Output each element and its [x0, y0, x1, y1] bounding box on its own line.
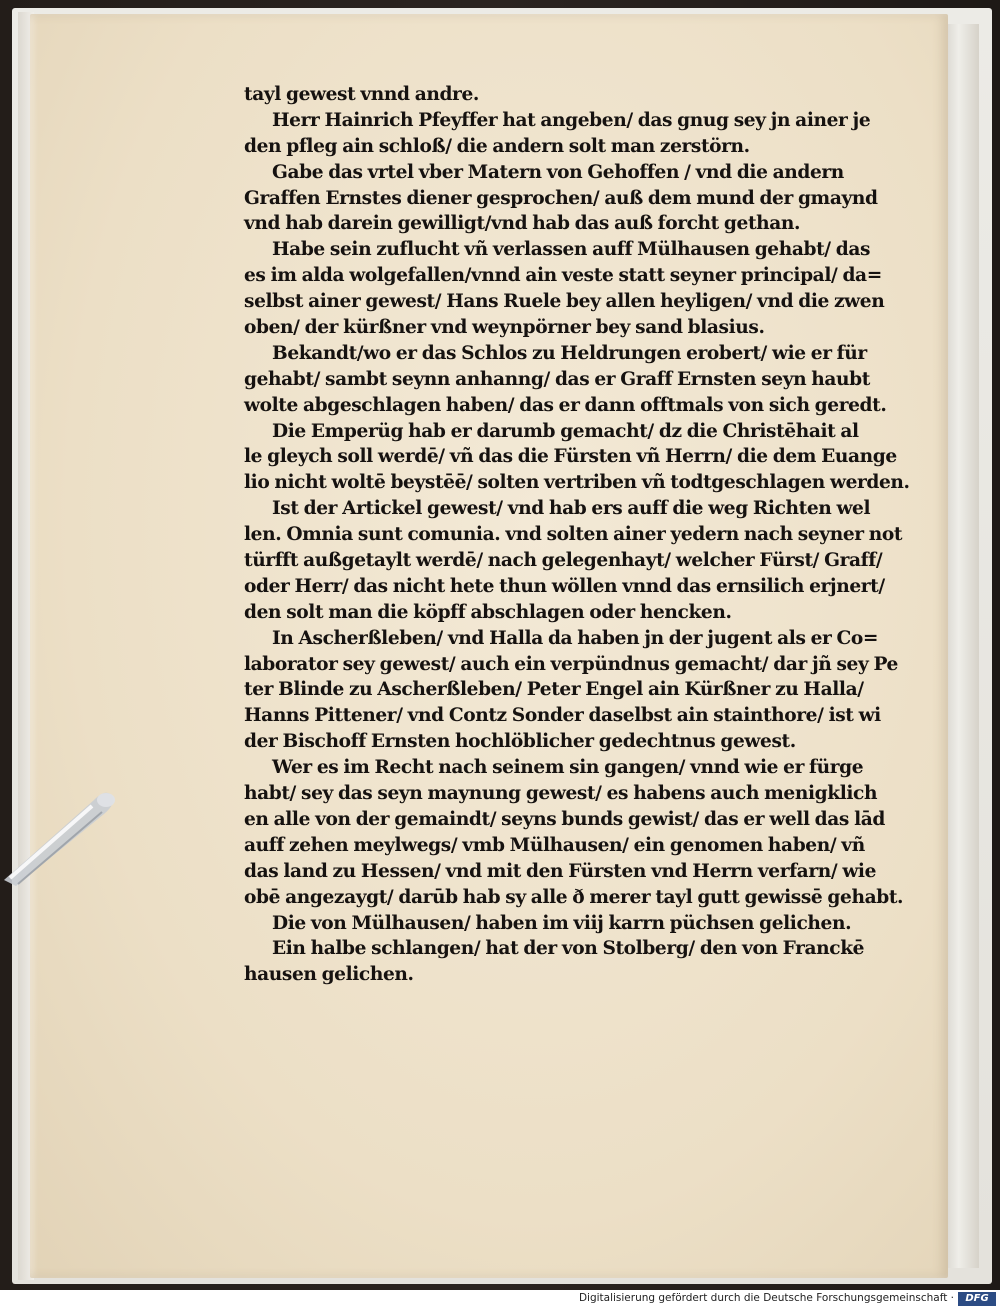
text-line: len. Omnia sunt comunia. vnd solten ainer yedern nach seyner not [244, 524, 903, 546]
text-line: Habe sein zuflucht vñ verlassen auff Mülhausen gehabt/ das [272, 239, 871, 261]
text-line: selbst ainer gewest/ Hans Ruele bey allen heyligen/ vnd die zwen [244, 291, 885, 313]
text-line: es im alda wolgefallen/vnnd ain veste statt seyner principal/ da= [244, 265, 882, 287]
footer-credit: Digitalisierung gefördert durch die Deutsche Forschungsgemeinschaft · [578, 1292, 954, 1304]
text-line: das land zu Hessen/ vnd mit den Fürsten vnd Herrn verfarn/ wie [244, 860, 877, 882]
text-line: der Bischoff Ernsten hochlöblicher gedechtnus gewest. [244, 731, 796, 753]
text-line: oder Herr/ das nicht hete thun wöllen vnnd das ernsilich erjnert/ [244, 575, 885, 597]
text-line: den solt man die köpff abschlagen oder hencken. [244, 601, 732, 623]
text-line: hausen gelichen. [244, 964, 414, 986]
text-line: vnd hab darein gewilligt/vnd hab das auß forcht gethan. [244, 213, 801, 235]
text-line: Wer es im Recht nach seinem sin gangen/ vnnd wie er fürge [272, 757, 864, 779]
text-line: Ist der Artickel gewest/ vnd hab ers auff die weg Richten wel [272, 498, 871, 520]
text-line: Gabe das vrtel vber Matern von Gehoffen / vnd die andern [272, 161, 844, 183]
text-line: Ein halbe schlangen/ hat der von Stolberg/ den von Franckē [272, 938, 865, 960]
text-line: en alle von der gemaindt/ seyns bunds gewist/ das er well das lād [244, 808, 885, 830]
text-line: In Ascherßleben/ vnd Halla da haben jn der jugent als er Co= [272, 627, 879, 649]
text-line: Herr Hainrich Pfeyffer hat angeben/ das gnug sey jn ainer je [272, 109, 871, 131]
text-line: Hanns Pittener/ vnd Contz Sonder daselbst ain stainthore/ ist wi [244, 705, 881, 727]
text-line: wolte abgeschlagen haben/ das er dann offtmals von sich geredt. [244, 394, 887, 416]
text-line: le gleych soll werdē/ vñ das die Fürsten vñ Herrn/ die dem Euange [244, 446, 897, 468]
text-line: Graffen Ernstes diener gesprochen/ auß dem mund der gmaynd [244, 187, 878, 209]
text-line: laborator sey gewest/ auch ein verpündnus gemacht/ dar jñ sey Pe [244, 653, 898, 675]
page-edge [944, 24, 979, 1268]
text-line: oben/ der kürßner vnd weynpörner bey sand blasius. [244, 317, 765, 339]
text-line: lio nicht woltē beystēē/ solten vertriben vñ todtgeschlagen werden. [244, 472, 910, 494]
text-line: gehabt/ sambt seynn anhanng/ das er Graff Ernsten seyn haubt [244, 368, 870, 390]
text-line: ter Blinde zu Ascherßleben/ Peter Engel ain Kürßner zu Halla/ [244, 679, 864, 701]
text-line: Die von Mülhausen/ haben im viij karrn püchsen gelichen. [272, 912, 852, 934]
text-line: habt/ sey das seyn maynung gewest/ es habens auch menigklich [244, 783, 878, 805]
dfg-logo: DFG [958, 1292, 996, 1306]
text-line: Bekandt/wo er das Schlos zu Heldrungen erobert/ wie er für [272, 342, 867, 364]
text-block [244, 82, 910, 988]
text-line: türfft außgetaylt werdē/ nach gelegenhayt/ welcher Fürst/ Graff/ [244, 550, 883, 572]
text-line: den pfleg ain schloß/ die andern solt man zerstörn. [244, 135, 750, 157]
text-line: auff zehen meylwegs/ vmb Mülhausen/ ein genomen haben/ vñ [244, 834, 865, 856]
text-line: obē angezaygt/ darūb hab sy alle ð merer tayl gutt gewissē gehabt. [244, 886, 904, 908]
plastic-clip [0, 770, 124, 890]
text-line: tayl gewest vnnd andre. [244, 84, 479, 105]
text-line: Die Emperüg hab er darumb gemacht/ dz die Christēhait al [272, 420, 859, 442]
